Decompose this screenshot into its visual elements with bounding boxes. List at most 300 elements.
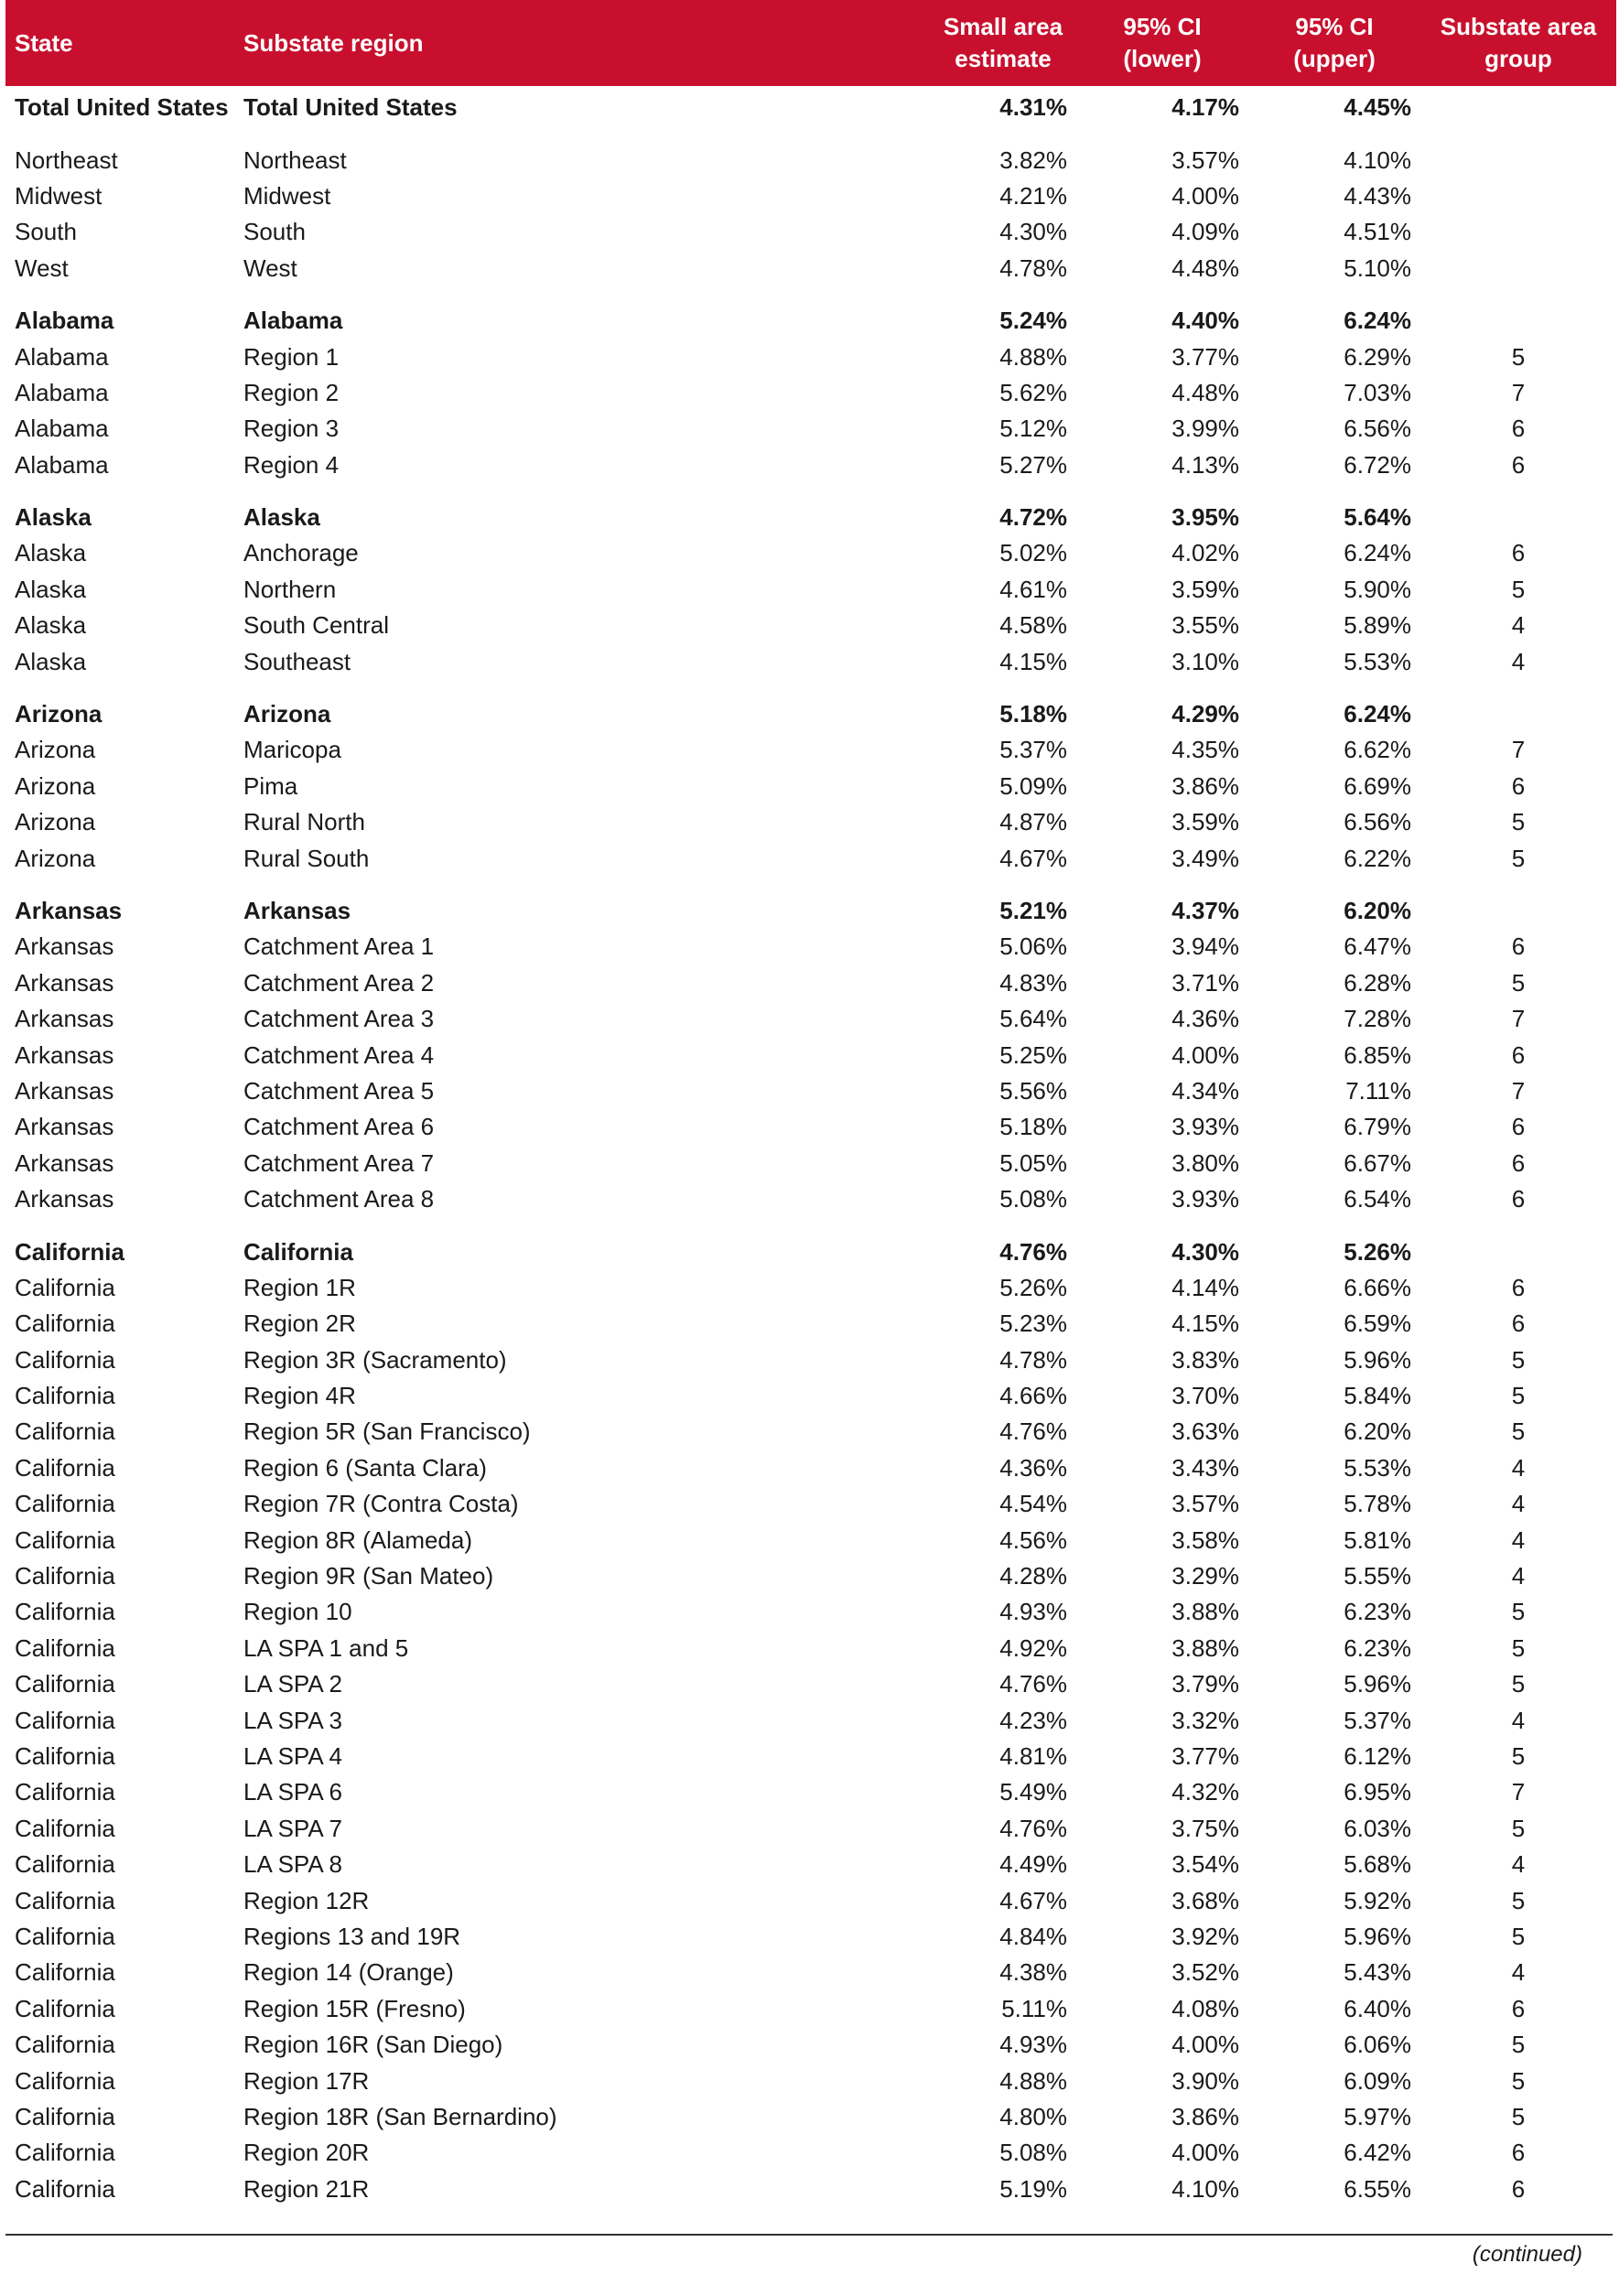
cell-state: California bbox=[15, 1453, 115, 1482]
cell-substate-region: Southeast bbox=[243, 647, 351, 675]
cell-state: California bbox=[15, 1741, 115, 1770]
cell-ci-upper: 6.20% bbox=[1344, 1417, 1411, 1446]
cell-ci-lower: 4.10% bbox=[1171, 2174, 1239, 2203]
cell-ci-upper: 5.96% bbox=[1344, 1670, 1411, 1698]
cell-substate-region: Region 2R bbox=[243, 1310, 356, 1338]
header-state: State bbox=[15, 28, 73, 57]
cell-state: California bbox=[15, 1850, 115, 1879]
cell-ci-upper: 5.84% bbox=[1344, 1382, 1411, 1410]
table-row bbox=[5, 1882, 1616, 1918]
table-row bbox=[5, 483, 1616, 535]
cell-small-area-estimate: 5.37% bbox=[999, 736, 1067, 764]
cell-substate-area-group bbox=[1420, 1217, 1616, 1269]
cell-substate-region: Catchment Area 7 bbox=[243, 1148, 435, 1177]
cell-substate-area-group: 6 bbox=[1511, 771, 1526, 800]
cell-substate-area-group bbox=[1420, 178, 1616, 214]
cell-ci-lower: 4.08% bbox=[1171, 1994, 1239, 2022]
cell-state: California bbox=[15, 1310, 115, 1338]
cell-substate-area-group: 5 bbox=[1511, 1633, 1526, 1662]
cell-ci-lower: 3.80% bbox=[1171, 1148, 1239, 1177]
cell-ci-lower: 3.86% bbox=[1171, 771, 1239, 800]
cell-ci-lower: 3.71% bbox=[1171, 968, 1239, 997]
cell-substate-region: LA SPA 6 bbox=[243, 1778, 342, 1806]
cell-small-area-estimate: 4.87% bbox=[999, 808, 1067, 836]
cell-substate-area-group: 5 bbox=[1511, 1814, 1526, 1842]
table-row bbox=[5, 1306, 1616, 1342]
header-lo-line2: (lower) bbox=[1123, 45, 1202, 72]
cell-small-area-estimate: 4.67% bbox=[999, 1886, 1067, 1914]
cell-small-area-estimate: 5.26% bbox=[999, 1273, 1067, 1301]
cell-small-area-estimate: 5.12% bbox=[999, 415, 1067, 443]
table-row bbox=[5, 339, 1616, 374]
cell-substate-area-group: 6 bbox=[1511, 539, 1526, 567]
cell-ci-lower: 3.75% bbox=[1171, 1814, 1239, 1842]
cell-ci-upper: 4.10% bbox=[1344, 146, 1411, 174]
cell-ci-lower: 3.70% bbox=[1171, 1382, 1239, 1410]
cell-ci-upper: 5.10% bbox=[1344, 253, 1411, 282]
cell-ci-lower: 3.93% bbox=[1171, 1113, 1239, 1141]
cell-substate-region: Catchment Area 5 bbox=[243, 1076, 435, 1105]
cell-ci-upper: 6.54% bbox=[1344, 1185, 1411, 1213]
cell-substate-region: Arkansas bbox=[243, 897, 351, 924]
cell-state: Northeast bbox=[15, 146, 118, 174]
cell-ci-lower: 3.92% bbox=[1171, 1922, 1239, 1950]
cell-substate-area-group: 5 bbox=[1511, 342, 1526, 371]
cell-ci-upper: 4.45% bbox=[1344, 93, 1411, 122]
cell-small-area-estimate: 4.21% bbox=[999, 181, 1067, 210]
cell-ci-lower: 4.00% bbox=[1171, 2139, 1239, 2167]
cell-ci-lower: 3.77% bbox=[1171, 342, 1239, 371]
cell-substate-area-group: 6 bbox=[1511, 415, 1526, 443]
cell-substate-area-group: 5 bbox=[1511, 1598, 1526, 1626]
cell-substate-region: Catchment Area 4 bbox=[243, 1040, 435, 1069]
table-row bbox=[5, 2063, 1616, 2098]
cell-ci-upper: 6.56% bbox=[1344, 415, 1411, 443]
cell-substate-region: Region 6 (Santa Clara) bbox=[243, 1453, 487, 1482]
cell-ci-lower: 3.57% bbox=[1171, 146, 1239, 174]
cell-substate-area-group: 6 bbox=[1511, 1273, 1526, 1301]
cell-substate-area-group: 4 bbox=[1511, 1453, 1526, 1482]
cell-substate-area-group: 6 bbox=[1511, 1148, 1526, 1177]
cell-substate-region: Region 7R (Contra Costa) bbox=[243, 1490, 519, 1518]
cell-substate-region: Region 16R (San Diego) bbox=[243, 2031, 503, 2059]
cell-state: Alabama bbox=[15, 378, 109, 406]
cell-ci-upper: 6.69% bbox=[1344, 771, 1411, 800]
cell-substate-area-group: 5 bbox=[1511, 575, 1526, 603]
cell-substate-region: South Central bbox=[243, 611, 389, 640]
table-row bbox=[5, 1991, 1616, 2027]
cell-state: California bbox=[15, 1886, 115, 1914]
table-row bbox=[5, 411, 1616, 447]
table-row bbox=[5, 840, 1616, 876]
cell-substate-region: Region 17R bbox=[243, 2066, 370, 2095]
cell-ci-lower: 4.29% bbox=[1171, 700, 1239, 728]
cell-state: Alaska bbox=[15, 503, 92, 532]
cell-substate-area-group: 4 bbox=[1511, 1562, 1526, 1590]
table-row bbox=[5, 1739, 1616, 1774]
cell-ci-lower: 4.00% bbox=[1171, 2031, 1239, 2059]
cell-ci-upper: 4.43% bbox=[1344, 181, 1411, 210]
cell-state: California bbox=[15, 1706, 115, 1734]
estimates-table bbox=[5, 0, 1616, 2207]
cell-state: Arkansas bbox=[15, 1148, 114, 1177]
table-row bbox=[5, 1217, 1616, 1269]
cell-state: California bbox=[15, 1814, 115, 1842]
header-small-area-estimate bbox=[930, 0, 1076, 86]
table-row bbox=[5, 1342, 1616, 1378]
cell-small-area-estimate: 4.76% bbox=[999, 1814, 1067, 1842]
cell-ci-lower: 3.83% bbox=[1171, 1345, 1239, 1374]
cell-small-area-estimate: 4.72% bbox=[999, 503, 1067, 532]
cell-ci-lower: 4.02% bbox=[1171, 539, 1239, 567]
cell-substate-region: Region 1R bbox=[243, 1273, 356, 1301]
cell-ci-lower: 3.29% bbox=[1171, 1562, 1239, 1590]
cell-ci-lower: 3.99% bbox=[1171, 415, 1239, 443]
cell-ci-upper: 6.85% bbox=[1344, 1040, 1411, 1069]
cell-state: Arkansas bbox=[15, 897, 123, 924]
cell-ci-upper: 5.68% bbox=[1344, 1850, 1411, 1879]
cell-small-area-estimate: 4.61% bbox=[999, 575, 1067, 603]
header-substate-region: Substate region bbox=[243, 28, 424, 57]
cell-ci-lower: 3.57% bbox=[1171, 1490, 1239, 1518]
cell-ci-upper: 5.55% bbox=[1344, 1562, 1411, 1590]
cell-substate-region: Northeast bbox=[243, 146, 347, 174]
cell-substate-area-group: 5 bbox=[1511, 2031, 1526, 2059]
cell-ci-lower: 4.09% bbox=[1171, 218, 1239, 246]
cell-state: California bbox=[15, 1345, 115, 1374]
cell-ci-lower: 4.15% bbox=[1171, 1310, 1239, 1338]
cell-substate-area-group bbox=[1420, 483, 1616, 535]
cell-small-area-estimate: 4.15% bbox=[999, 647, 1067, 675]
table-row bbox=[5, 1558, 1616, 1594]
cell-state: California bbox=[15, 1994, 115, 2022]
cell-small-area-estimate: 4.76% bbox=[999, 1237, 1067, 1266]
cell-state: California bbox=[15, 1633, 115, 1662]
cell-ci-lower: 3.43% bbox=[1171, 1453, 1239, 1482]
cell-ci-lower: 3.63% bbox=[1171, 1417, 1239, 1446]
cell-ci-upper: 6.29% bbox=[1344, 342, 1411, 371]
cell-ci-upper: 6.47% bbox=[1344, 932, 1411, 961]
table-row bbox=[5, 286, 1616, 339]
continued-note: (continued) bbox=[1472, 2242, 1582, 2267]
cell-substate-area-group: 4 bbox=[1511, 1706, 1526, 1734]
table-row bbox=[5, 1378, 1616, 1414]
table-row bbox=[5, 680, 1616, 732]
cell-substate-area-group: 6 bbox=[1511, 2174, 1526, 2203]
cell-substate-area-group bbox=[1420, 125, 1616, 178]
cell-ci-lower: 4.13% bbox=[1171, 450, 1239, 479]
cell-ci-lower: 3.68% bbox=[1171, 1886, 1239, 1914]
cell-substate-area-group: 4 bbox=[1511, 611, 1526, 640]
cell-substate-area-group: 6 bbox=[1511, 1113, 1526, 1141]
cell-state: Arkansas bbox=[15, 1040, 114, 1069]
cell-ci-upper: 5.53% bbox=[1344, 647, 1411, 675]
cell-state: California bbox=[15, 1273, 115, 1301]
header-hi-line2: (upper) bbox=[1293, 45, 1376, 72]
cell-substate-area-group bbox=[1420, 680, 1616, 732]
cell-state: Alaska bbox=[15, 575, 87, 603]
cell-substate-area-group: 4 bbox=[1511, 1958, 1526, 1987]
cell-state: California bbox=[15, 1670, 115, 1698]
cell-substate-area-group: 5 bbox=[1511, 1922, 1526, 1950]
cell-substate-region: Rural South bbox=[243, 844, 370, 872]
cell-substate-region: Region 2 bbox=[243, 378, 340, 406]
cell-ci-lower: 4.48% bbox=[1171, 253, 1239, 282]
cell-substate-area-group: 4 bbox=[1511, 1490, 1526, 1518]
cell-substate-region: Northern bbox=[243, 575, 337, 603]
cell-substate-area-group: 5 bbox=[1511, 968, 1526, 997]
cell-substate-area-group: 5 bbox=[1511, 1382, 1526, 1410]
cell-substate-area-group bbox=[1420, 286, 1616, 339]
cell-ci-lower: 3.93% bbox=[1171, 1185, 1239, 1213]
cell-state: California bbox=[15, 2174, 115, 2203]
table-row bbox=[5, 1486, 1616, 1522]
cell-ci-upper: 5.90% bbox=[1344, 575, 1411, 603]
cell-substate-region: Pima bbox=[243, 771, 298, 800]
table-row bbox=[5, 1181, 1616, 1217]
table-row bbox=[5, 965, 1616, 1001]
cell-substate-area-group: 5 bbox=[1511, 808, 1526, 836]
cell-substate-area-group: 6 bbox=[1511, 450, 1526, 479]
cell-small-area-estimate: 5.23% bbox=[999, 1310, 1067, 1338]
cell-ci-lower: 3.86% bbox=[1171, 2102, 1239, 2130]
cell-ci-upper: 6.06% bbox=[1344, 2031, 1411, 2059]
cell-ci-upper: 6.03% bbox=[1344, 1814, 1411, 1842]
cell-state: Arkansas bbox=[15, 968, 114, 997]
cell-ci-upper: 5.53% bbox=[1344, 1453, 1411, 1482]
cell-substate-area-group: 4 bbox=[1511, 1525, 1526, 1554]
header-grp-line1: Substate area bbox=[1440, 13, 1597, 40]
cell-small-area-estimate: 4.36% bbox=[999, 1453, 1067, 1482]
cell-state: Alaska bbox=[15, 611, 87, 640]
cell-small-area-estimate: 4.67% bbox=[999, 844, 1067, 872]
cell-state: Arkansas bbox=[15, 1113, 114, 1141]
cell-small-area-estimate: 5.49% bbox=[999, 1778, 1067, 1806]
cell-ci-upper: 6.42% bbox=[1344, 2139, 1411, 2167]
cell-state: Arkansas bbox=[15, 1005, 114, 1033]
cell-ci-lower: 3.55% bbox=[1171, 611, 1239, 640]
cell-substate-region: Region 14 (Orange) bbox=[243, 1958, 454, 1987]
cell-substate-region: LA SPA 8 bbox=[243, 1850, 342, 1879]
cell-ci-lower: 4.48% bbox=[1171, 378, 1239, 406]
cell-substate-region: Region 21R bbox=[243, 2174, 370, 2203]
cell-small-area-estimate: 4.76% bbox=[999, 1670, 1067, 1698]
cell-state: Arizona bbox=[15, 700, 103, 728]
cell-ci-lower: 4.17% bbox=[1171, 93, 1239, 122]
table-row bbox=[5, 251, 1616, 286]
cell-substate-region: Arizona bbox=[243, 700, 331, 728]
cell-substate-area-group: 5 bbox=[1511, 844, 1526, 872]
cell-ci-lower: 4.36% bbox=[1171, 1005, 1239, 1033]
cell-ci-lower: 3.32% bbox=[1171, 1706, 1239, 1734]
cell-ci-lower: 3.79% bbox=[1171, 1670, 1239, 1698]
cell-ci-lower: 3.77% bbox=[1171, 1741, 1239, 1770]
cell-substate-region: Region 4R bbox=[243, 1382, 356, 1410]
table-row bbox=[5, 1522, 1616, 1558]
table-row bbox=[5, 769, 1616, 804]
header-ci-upper bbox=[1248, 0, 1420, 86]
bottom-rule bbox=[5, 2234, 1613, 2236]
cell-ci-upper: 5.78% bbox=[1344, 1490, 1411, 1518]
cell-ci-lower: 4.37% bbox=[1171, 897, 1239, 924]
cell-substate-area-group: 4 bbox=[1511, 1850, 1526, 1879]
cell-ci-lower: 3.59% bbox=[1171, 808, 1239, 836]
table-row bbox=[5, 1955, 1616, 1990]
cell-small-area-estimate: 5.18% bbox=[999, 700, 1067, 728]
cell-substate-region: Region 18R (San Bernardino) bbox=[243, 2102, 557, 2130]
cell-substate-area-group: 6 bbox=[1511, 1040, 1526, 1069]
cell-substate-region: LA SPA 4 bbox=[243, 1741, 342, 1770]
cell-state: California bbox=[15, 2066, 115, 2095]
table-row bbox=[5, 1037, 1616, 1073]
cell-substate-region: Anchorage bbox=[243, 539, 359, 567]
table-row bbox=[5, 1594, 1616, 1630]
cell-substate-region: Region 8R (Alameda) bbox=[243, 1525, 473, 1554]
cell-substate-region: Catchment Area 1 bbox=[243, 932, 435, 961]
cell-small-area-estimate: 4.78% bbox=[999, 1345, 1067, 1374]
cell-ci-upper: 5.96% bbox=[1344, 1345, 1411, 1374]
cell-small-area-estimate: 5.08% bbox=[999, 2139, 1067, 2167]
cell-ci-lower: 4.00% bbox=[1171, 181, 1239, 210]
cell-state: Arizona bbox=[15, 771, 96, 800]
cell-ci-upper: 7.28% bbox=[1344, 1005, 1411, 1033]
cell-ci-upper: 6.66% bbox=[1344, 1273, 1411, 1301]
cell-small-area-estimate: 4.58% bbox=[999, 611, 1067, 640]
cell-small-area-estimate: 4.30% bbox=[999, 218, 1067, 246]
cell-substate-region: Alabama bbox=[243, 307, 343, 335]
cell-substate-region: California bbox=[243, 1237, 353, 1266]
header-est-line1: Small area bbox=[943, 13, 1063, 40]
cell-substate-region: Region 10 bbox=[243, 1598, 352, 1626]
cell-ci-upper: 5.89% bbox=[1344, 611, 1411, 640]
cell-state: California bbox=[15, 1922, 115, 1950]
cell-ci-upper: 6.23% bbox=[1344, 1633, 1411, 1662]
cell-state: Alabama bbox=[15, 450, 109, 479]
cell-ci-lower: 3.88% bbox=[1171, 1598, 1239, 1626]
cell-substate-region: Region 15R (Fresno) bbox=[243, 1994, 466, 2022]
cell-substate-region: Maricopa bbox=[243, 736, 341, 764]
cell-substate-area-group: 7 bbox=[1511, 1005, 1526, 1033]
cell-small-area-estimate: 5.11% bbox=[1001, 1994, 1067, 2022]
cell-small-area-estimate: 4.88% bbox=[999, 342, 1067, 371]
cell-substate-region: Region 1 bbox=[243, 342, 340, 371]
cell-small-area-estimate: 4.23% bbox=[999, 1706, 1067, 1734]
table-row bbox=[5, 1774, 1616, 1810]
cell-substate-region: Region 5R (San Francisco) bbox=[243, 1417, 531, 1446]
cell-state: California bbox=[15, 1778, 115, 1806]
cell-substate-region: LA SPA 1 and 5 bbox=[243, 1633, 409, 1662]
cell-state: Alabama bbox=[15, 342, 109, 371]
table-row bbox=[5, 2099, 1616, 2135]
cell-state: Arizona bbox=[15, 736, 96, 764]
cell-substate-area-group: 7 bbox=[1511, 1778, 1526, 1806]
cell-state: California bbox=[15, 2102, 115, 2130]
cell-state: Arizona bbox=[15, 844, 96, 872]
cell-ci-lower: 4.32% bbox=[1171, 1778, 1239, 1806]
header-row bbox=[5, 0, 1616, 86]
cell-state: South bbox=[15, 218, 77, 246]
cell-small-area-estimate: 5.18% bbox=[999, 1113, 1067, 1141]
cell-ci-upper: 6.62% bbox=[1344, 736, 1411, 764]
cell-ci-lower: 3.59% bbox=[1171, 575, 1239, 603]
cell-state: California bbox=[15, 1598, 115, 1626]
cell-substate-region: Total United States bbox=[243, 93, 458, 122]
cell-ci-upper: 4.51% bbox=[1344, 218, 1411, 246]
cell-substate-area-group: 5 bbox=[1511, 2102, 1526, 2130]
table-row bbox=[5, 1146, 1616, 1181]
cell-ci-upper: 6.22% bbox=[1344, 844, 1411, 872]
cell-small-area-estimate: 4.92% bbox=[999, 1633, 1067, 1662]
cell-state: Arkansas bbox=[15, 1076, 114, 1105]
cell-ci-upper: 5.64% bbox=[1344, 503, 1411, 532]
cell-small-area-estimate: 5.64% bbox=[999, 1005, 1067, 1033]
header-ci-lower bbox=[1076, 0, 1248, 86]
cell-small-area-estimate: 5.06% bbox=[999, 932, 1067, 961]
cell-substate-area-group bbox=[1420, 877, 1616, 929]
cell-ci-upper: 6.72% bbox=[1344, 450, 1411, 479]
cell-state: Arkansas bbox=[15, 1185, 114, 1213]
cell-state: California bbox=[15, 2139, 115, 2167]
cell-substate-region: LA SPA 2 bbox=[243, 1670, 342, 1698]
cell-state: Alabama bbox=[15, 307, 114, 335]
cell-small-area-estimate: 5.56% bbox=[999, 1076, 1067, 1105]
cell-substate-area-group: 5 bbox=[1511, 1670, 1526, 1698]
table-row bbox=[5, 1073, 1616, 1109]
cell-small-area-estimate: 4.81% bbox=[999, 1741, 1067, 1770]
cell-substate-area-group: 7 bbox=[1511, 1076, 1526, 1105]
cell-substate-region: Region 3R (Sacramento) bbox=[243, 1345, 507, 1374]
cell-ci-upper: 6.23% bbox=[1344, 1598, 1411, 1626]
cell-ci-upper: 6.24% bbox=[1344, 539, 1411, 567]
cell-substate-area-group: 5 bbox=[1511, 1741, 1526, 1770]
cell-ci-upper: 5.92% bbox=[1344, 1886, 1411, 1914]
cell-ci-lower: 3.49% bbox=[1171, 844, 1239, 872]
cell-substate-area-group: 6 bbox=[1511, 1994, 1526, 2022]
cell-substate-area-group: 5 bbox=[1511, 1886, 1526, 1914]
cell-ci-lower: 3.95% bbox=[1171, 503, 1239, 532]
cell-ci-lower: 3.52% bbox=[1171, 1958, 1239, 1987]
cell-state: Alabama bbox=[15, 415, 109, 443]
cell-ci-upper: 6.55% bbox=[1344, 2174, 1411, 2203]
table-row bbox=[5, 86, 1616, 125]
cell-ci-upper: 6.67% bbox=[1344, 1148, 1411, 1177]
cell-state: California bbox=[15, 2031, 115, 2059]
cell-ci-lower: 4.35% bbox=[1171, 736, 1239, 764]
cell-state: California bbox=[15, 1525, 115, 1554]
cell-state: California bbox=[15, 1417, 115, 1446]
cell-small-area-estimate: 4.88% bbox=[999, 2066, 1067, 2095]
table-row bbox=[5, 1666, 1616, 1702]
table-row bbox=[5, 2135, 1616, 2171]
cell-ci-lower: 4.40% bbox=[1171, 307, 1239, 335]
cell-ci-upper: 7.03% bbox=[1344, 378, 1411, 406]
cell-small-area-estimate: 5.27% bbox=[999, 450, 1067, 479]
table-row bbox=[5, 1811, 1616, 1847]
cell-state: Arkansas bbox=[15, 932, 114, 961]
cell-small-area-estimate: 4.76% bbox=[999, 1417, 1067, 1446]
table-row bbox=[5, 1414, 1616, 1450]
table-row bbox=[5, 178, 1616, 214]
cell-small-area-estimate: 3.82% bbox=[999, 146, 1067, 174]
cell-state: California bbox=[15, 1382, 115, 1410]
cell-ci-upper: 6.56% bbox=[1344, 808, 1411, 836]
table-row bbox=[5, 1001, 1616, 1037]
cell-small-area-estimate: 4.93% bbox=[999, 2031, 1067, 2059]
cell-substate-region: Region 12R bbox=[243, 1886, 370, 1914]
cell-small-area-estimate: 4.54% bbox=[999, 1490, 1067, 1518]
cell-ci-lower: 4.30% bbox=[1171, 1237, 1239, 1266]
table-row bbox=[5, 608, 1616, 643]
